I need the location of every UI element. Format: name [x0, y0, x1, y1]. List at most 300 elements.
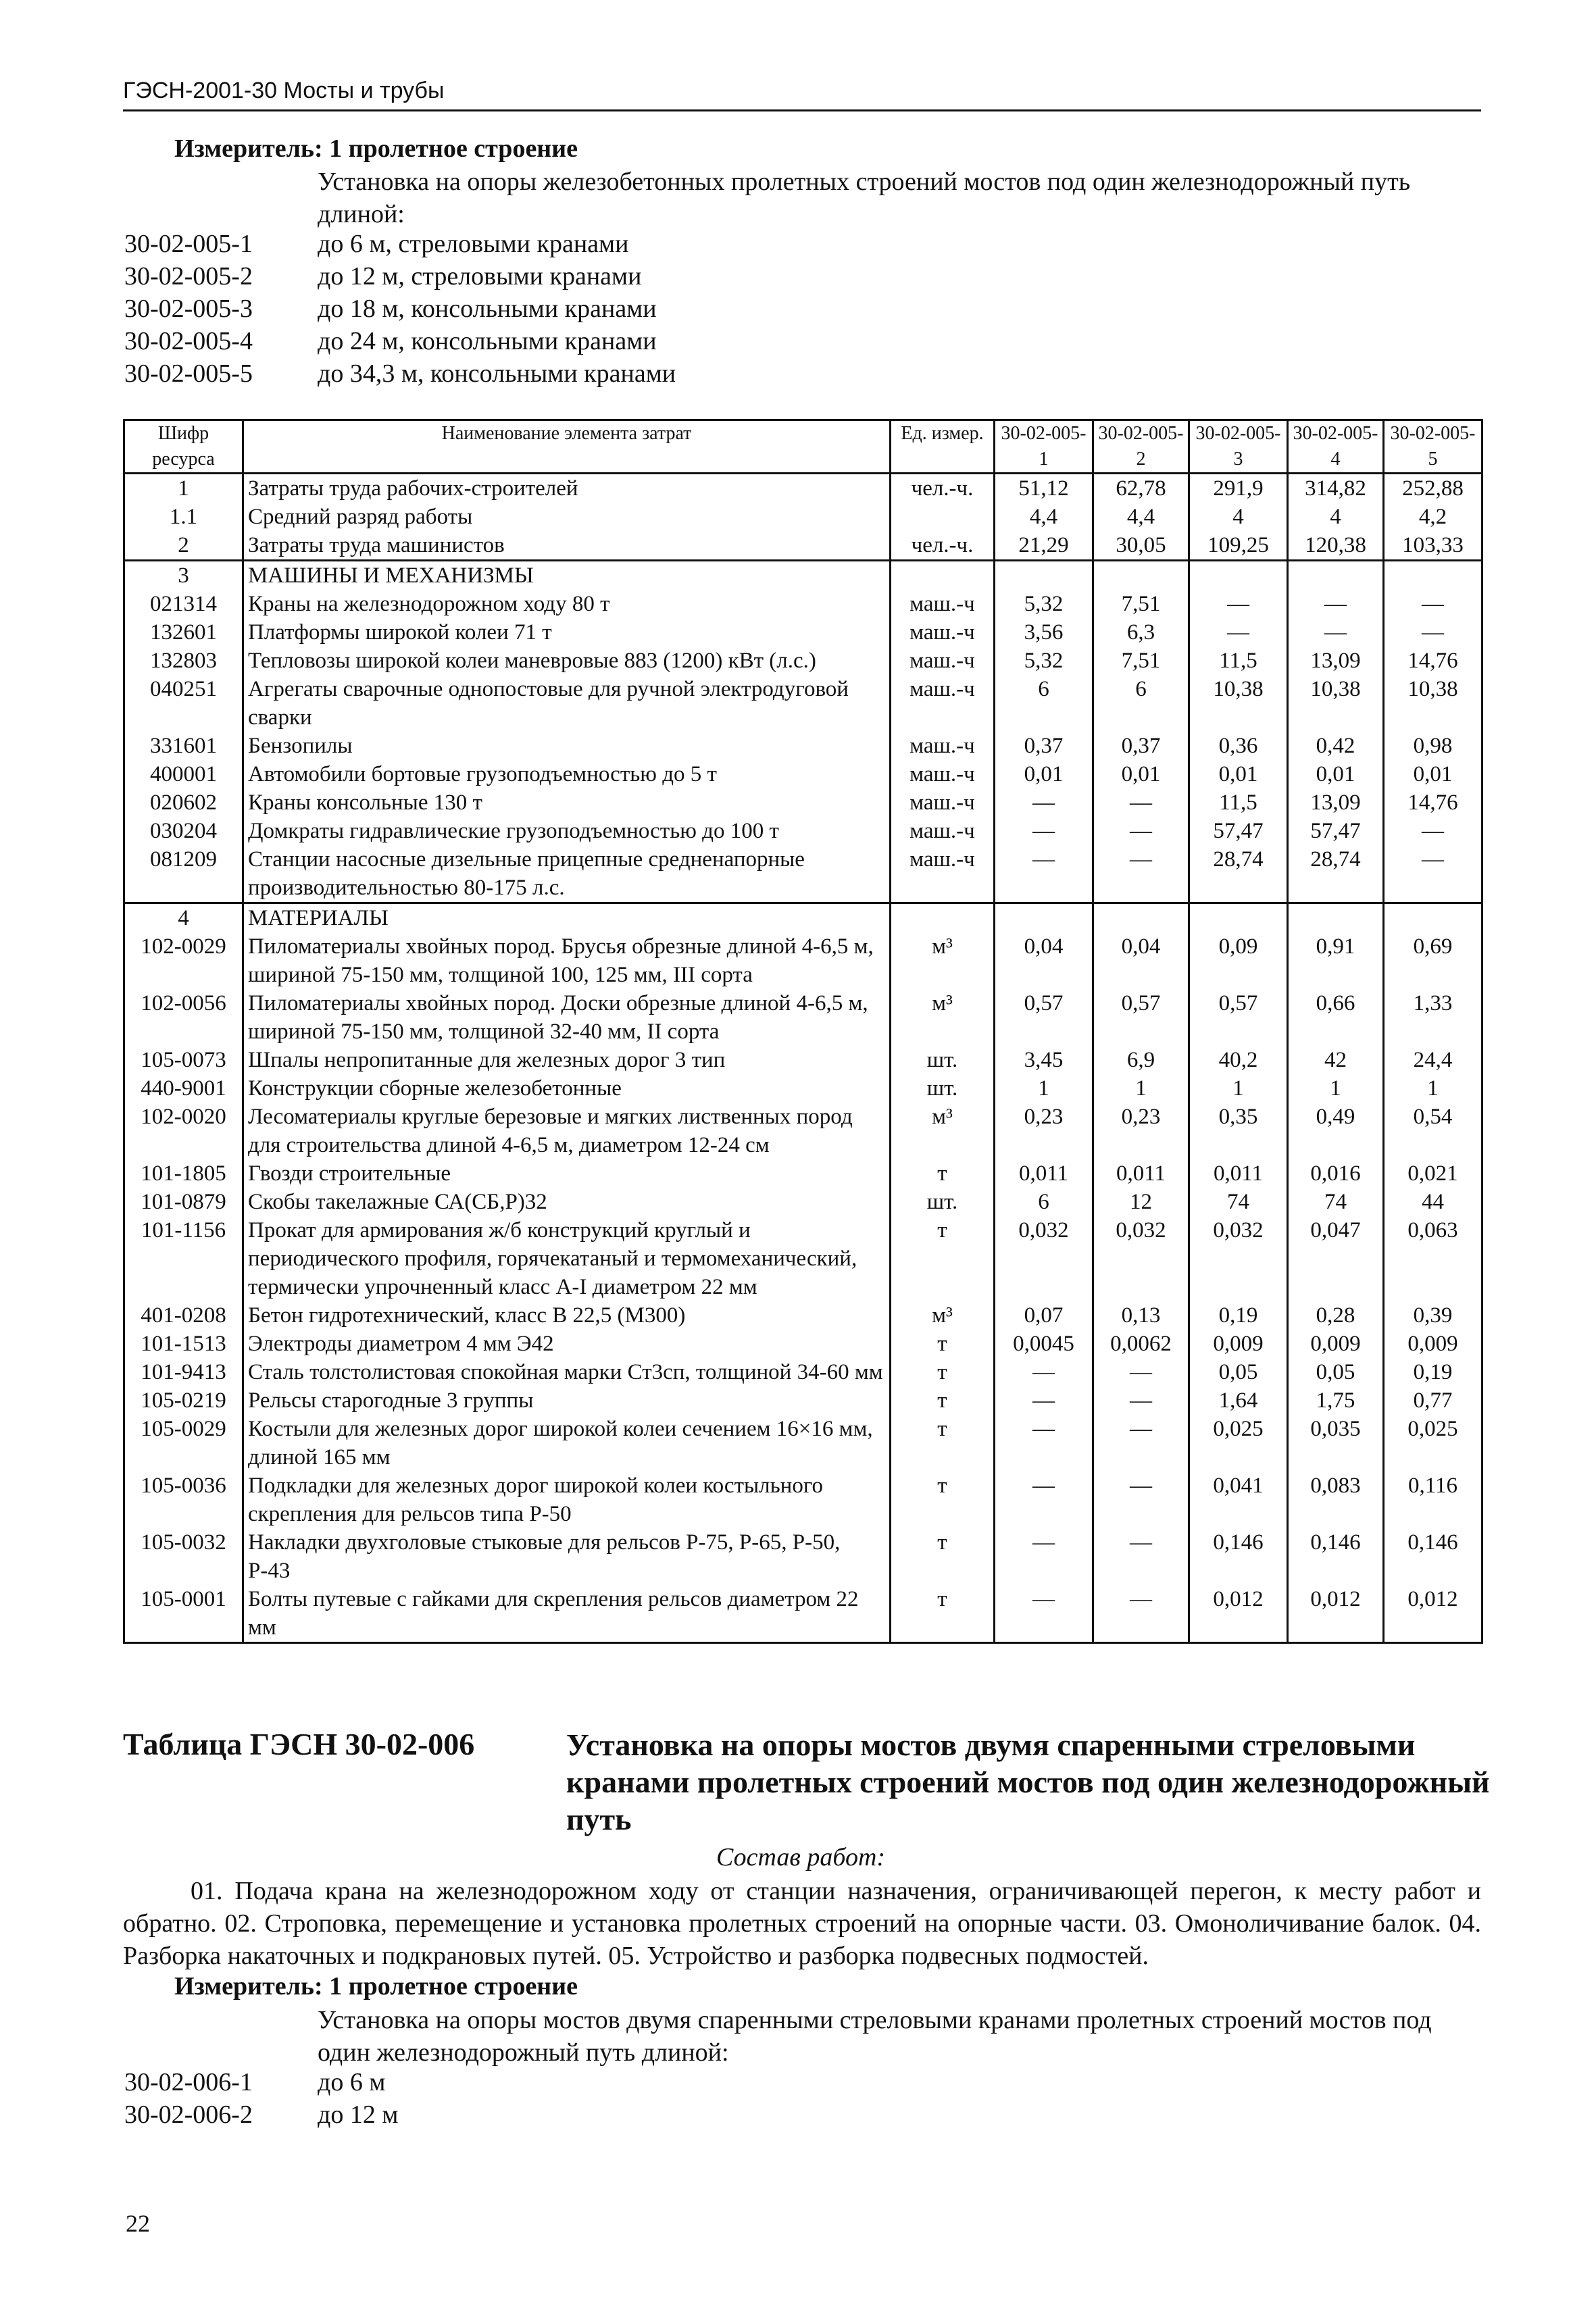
value-cell: 1	[995, 1074, 1093, 1103]
value-cell: —	[1093, 1585, 1189, 1643]
table-row	[124, 1528, 1482, 1585]
resource-code-cell: 132601	[124, 618, 243, 647]
value-cell: 0,146	[1384, 1528, 1482, 1585]
table-row	[124, 760, 1482, 788]
unit-cell: т	[891, 1415, 995, 1472]
col-header-value: 30-02-005-4	[1288, 420, 1384, 474]
table-row	[124, 1103, 1482, 1159]
value-cell: 5,32	[995, 590, 1093, 618]
resource-code-cell: 021314	[124, 590, 243, 618]
value-cell	[1093, 903, 1189, 933]
value-cell: 0,0062	[1093, 1330, 1189, 1358]
resource-code-cell: 105-0032	[124, 1528, 243, 1585]
value-cell: 0,39	[1384, 1301, 1482, 1330]
value-cell: 0,23	[1093, 1103, 1189, 1159]
item-text: до 6 м	[318, 2068, 386, 2096]
value-cell: 0,012	[1288, 1585, 1384, 1643]
item-text: до 12 м	[318, 2101, 399, 2129]
value-cell	[1384, 903, 1482, 933]
value-cell: 0,009	[1189, 1330, 1288, 1358]
resource-name-cell: Рельсы старогодные 3 группы	[243, 1386, 891, 1415]
unit-cell: м³	[891, 1103, 995, 1159]
unit-cell: т	[891, 1358, 995, 1386]
value-cell: 7,51	[1093, 590, 1189, 618]
value-cell: 0,05	[1189, 1358, 1288, 1386]
item-code: 30-02-005-1	[124, 230, 253, 258]
value-cell: 21,29	[995, 531, 1093, 561]
value-cell: 0,025	[1189, 1415, 1288, 1472]
value-cell: 0,91	[1288, 932, 1384, 989]
value-cell: 3,45	[995, 1046, 1093, 1074]
value-cell: 10,38	[1384, 675, 1482, 732]
value-cell: 1	[1384, 1074, 1482, 1103]
unit-cell	[891, 561, 995, 590]
unit-cell: маш.-ч	[891, 618, 995, 647]
unit-cell: шт.	[891, 1188, 995, 1216]
value-cell: 0,041	[1189, 1472, 1288, 1528]
resource-code-cell: 105-0219	[124, 1386, 243, 1415]
resource-code-cell: 101-1513	[124, 1330, 243, 1358]
resource-name-cell: Бетон гидротехнический, класс В 22,5 (М300)	[243, 1301, 891, 1330]
value-cell	[1093, 561, 1189, 590]
resource-code-cell: 101-1805	[124, 1159, 243, 1188]
value-cell: 0,009	[1288, 1330, 1384, 1358]
unit-cell: маш.-ч	[891, 760, 995, 788]
value-cell	[1288, 561, 1384, 590]
value-cell: 0,016	[1288, 1159, 1384, 1188]
resource-name-cell: Краны на железнодорожном ходу 80 т	[243, 590, 891, 618]
value-cell: 0,063	[1384, 1216, 1482, 1301]
resource-name-cell: Болты путевые с гайками для скрепления рельсов диаметром 22 мм	[243, 1585, 891, 1643]
value-cell: —	[995, 1358, 1093, 1386]
resource-code-cell: 020602	[124, 788, 243, 817]
item-text: до 34,3 м, консольными кранами	[318, 359, 676, 388]
value-cell: 0,011	[995, 1159, 1093, 1188]
value-cell: 10,38	[1189, 675, 1288, 732]
intro-text: Установка на опоры железобетонных пролетных строений мостов под один железнодорожный путь длиной:	[318, 168, 1411, 228]
value-cell: —	[1384, 590, 1482, 618]
value-cell: 0,37	[1093, 732, 1189, 760]
table-row	[124, 788, 1482, 817]
code-list-item	[124, 228, 1408, 260]
value-cell: 0,05	[1288, 1358, 1384, 1386]
resource-name-cell: Лесоматериалы круглые березовые и мягких лиственных пород для строительства длиной 4-6,5 м, диаметром 12-24 см	[243, 1103, 891, 1159]
item-text: до 6 м, стреловыми кранами	[318, 230, 629, 258]
col-header-unit: Ед. измер.	[891, 420, 995, 474]
item-code: 30-02-005-5	[124, 359, 253, 388]
unit-cell	[891, 503, 995, 531]
value-cell: —	[995, 1415, 1093, 1472]
unit-cell: т	[891, 1330, 995, 1358]
resource-code-cell: 1	[124, 474, 243, 503]
value-cell: —	[1093, 1472, 1189, 1528]
resource-code-cell: 400001	[124, 760, 243, 788]
resource-name-cell: Бензопилы	[243, 732, 891, 760]
value-cell: 0,047	[1288, 1216, 1384, 1301]
value-cell: 44	[1384, 1188, 1482, 1216]
resource-code-cell: 102-0029	[124, 932, 243, 989]
value-cell: —	[1384, 817, 1482, 845]
section-title-cell: МАШИНЫ И МЕХАНИЗМЫ	[243, 561, 891, 590]
resource-code-cell: 105-0001	[124, 1585, 243, 1643]
col-header-value: 30-02-005-2	[1093, 420, 1189, 474]
value-cell: 74	[1288, 1188, 1384, 1216]
resource-name-cell: Платформы широкой колеи 71 т	[243, 618, 891, 647]
value-cell: 1,33	[1384, 989, 1482, 1046]
value-cell: 5,32	[995, 647, 1093, 675]
value-cell: 0,36	[1189, 732, 1288, 760]
unit-cell: маш.-ч	[891, 788, 995, 817]
value-cell: 0,032	[1189, 1216, 1288, 1301]
measure-label-2: Измеритель: 1 пролетное строение	[174, 1972, 578, 2001]
value-cell: 4	[1288, 503, 1384, 531]
value-cell: 74	[1189, 1188, 1288, 1216]
value-cell: 0,23	[995, 1103, 1093, 1159]
item-code: 30-02-005-2	[124, 262, 253, 291]
value-cell: 0,021	[1384, 1159, 1482, 1188]
value-cell	[1288, 903, 1384, 933]
code-list-item	[124, 2066, 1408, 2098]
works-text: 01. Подача крана на железнодорожном ходу от станции назначения, ограничивающей перегон, к месту работ и обратно. 02. Строповка, перемещение и установка пролетных строений на опорные части. 03. Омоноличивание балок. 04. Разборка накаточных и подкрановых путей. 05. Устройство и разборка подвесных подмостей.	[123, 1877, 1481, 1970]
resource-name-cell: Тепловозы широкой колеи маневровые 883 (1200) кВт (л.с.)	[243, 647, 891, 675]
value-cell: 0,04	[995, 932, 1093, 989]
value-cell: 0,37	[995, 732, 1093, 760]
value-cell: —	[995, 788, 1093, 817]
unit-cell: маш.-ч	[891, 675, 995, 732]
value-cell: 0,011	[1189, 1159, 1288, 1188]
unit-cell: маш.-ч	[891, 845, 995, 903]
value-cell: 6,3	[1093, 618, 1189, 647]
table-row	[124, 1472, 1482, 1528]
value-cell: 252,88	[1384, 474, 1482, 503]
item-text: до 24 м, консольными кранами	[318, 327, 657, 355]
value-cell: 1	[1093, 1074, 1189, 1103]
table-label: Таблица ГЭСН 30-02-006	[123, 1727, 475, 1761]
value-cell: 0,77	[1384, 1386, 1482, 1415]
resource-code-cell: 3	[124, 561, 243, 590]
resource-name-cell: Пиломатериалы хвойных пород. Брусья обрезные длиной 4-6,5 м, шириной 75-150 мм, толщиной 100, 125 мм, III сорта	[243, 932, 891, 989]
resource-name-cell: Агрегаты сварочные однопостовые для ручной электродуговой сварки	[243, 675, 891, 732]
resource-code-cell: 081209	[124, 845, 243, 903]
value-cell: 103,33	[1384, 531, 1482, 561]
value-cell: 291,9	[1189, 474, 1288, 503]
value-cell: 4,4	[995, 503, 1093, 531]
value-cell: 0,025	[1384, 1415, 1482, 1472]
unit-cell: т	[891, 1528, 995, 1585]
col-header-value: 30-02-005-3	[1189, 420, 1288, 474]
resource-name-cell: Накладки двухголовые стыковые для рельсов Р-75, Р-65, Р-50, Р-43	[243, 1528, 891, 1585]
resource-name-cell: Затраты труда машинистов	[243, 531, 891, 561]
unit-cell: чел.-ч.	[891, 474, 995, 503]
value-cell: 0,116	[1384, 1472, 1482, 1528]
value-cell: 0,66	[1288, 989, 1384, 1046]
value-cell: —	[995, 1585, 1093, 1643]
value-cell: 120,38	[1288, 531, 1384, 561]
value-cell: 0,011	[1093, 1159, 1189, 1188]
resource-name-cell: Сталь толстолистовая спокойная марки Ст3сп, толщиной 34-60 мм	[243, 1358, 891, 1386]
table-row	[124, 1358, 1482, 1386]
resource-name-cell: Подкладки для железных дорог широкой колеи костыльного скрепления для рельсов типа Р-50	[243, 1472, 891, 1528]
value-cell: 6,9	[1093, 1046, 1189, 1074]
unit-cell: т	[891, 1472, 995, 1528]
value-cell: 0,146	[1189, 1528, 1288, 1585]
value-cell: 40,2	[1189, 1046, 1288, 1074]
resource-code-cell: 105-0029	[124, 1415, 243, 1472]
resource-name-cell: Электроды диаметром 4 мм Э42	[243, 1330, 891, 1358]
value-cell: 0,19	[1189, 1301, 1288, 1330]
value-cell: 11,5	[1189, 647, 1288, 675]
resource-code-cell: 440-9001	[124, 1074, 243, 1103]
value-cell: 13,09	[1288, 647, 1384, 675]
value-cell: 28,74	[1189, 845, 1288, 903]
value-cell: 0,69	[1384, 932, 1482, 989]
value-cell: 1	[1288, 1074, 1384, 1103]
value-cell: 14,76	[1384, 788, 1482, 817]
value-cell	[1189, 903, 1288, 933]
table-row	[124, 1415, 1482, 1472]
code-list-item	[124, 260, 1408, 293]
table-row	[124, 1074, 1482, 1103]
value-cell: 1,75	[1288, 1386, 1384, 1415]
value-cell: 0,28	[1288, 1301, 1384, 1330]
item-code: 30-02-006-2	[124, 2101, 253, 2129]
col-header-name: Наименование элемента затрат	[243, 420, 891, 474]
value-cell: 28,74	[1288, 845, 1384, 903]
item-code: 30-02-006-1	[124, 2068, 253, 2096]
resource-name-cell: Краны консольные 130 т	[243, 788, 891, 817]
item-text: до 12 м, стреловыми кранами	[318, 262, 642, 291]
intro-text-2: Установка на опоры мостов двумя спаренными стреловыми кранами пролетных строений мостов под один железнодорожный путь длиной:	[318, 2006, 1432, 2067]
unit-cell: маш.-ч	[891, 817, 995, 845]
value-cell: 0,35	[1189, 1103, 1288, 1159]
value-cell: 14,76	[1384, 647, 1482, 675]
resource-name-cell: Прокат для армирования ж/б конструкций круглый и периодического профиля, горячекатаный и термомеханический, термически упрочненный класс А-I диаметром 22 мм	[243, 1216, 891, 1301]
code-list-item	[124, 357, 1408, 390]
value-cell: 0,01	[995, 760, 1093, 788]
unit-cell: маш.-ч	[891, 590, 995, 618]
value-cell: 42	[1288, 1046, 1384, 1074]
value-cell: —	[1093, 788, 1189, 817]
value-cell: 24,4	[1384, 1046, 1482, 1074]
section-title-cell: МАТЕРИАЛЫ	[243, 903, 891, 933]
value-cell: 0,01	[1093, 760, 1189, 788]
resource-name-cell: Автомобили бортовые грузоподъемностью до 5 т	[243, 760, 891, 788]
value-cell: 7,51	[1093, 647, 1189, 675]
value-cell: —	[995, 817, 1093, 845]
table-row	[124, 1046, 1482, 1074]
value-cell	[1384, 561, 1482, 590]
value-cell: 4	[1189, 503, 1288, 531]
table-row	[124, 932, 1482, 989]
resource-name-cell: Средний разряд работы	[243, 503, 891, 531]
value-cell: 0,083	[1288, 1472, 1384, 1528]
value-cell: 12	[1093, 1188, 1189, 1216]
unit-cell	[891, 903, 995, 933]
resource-code-cell: 101-0879	[124, 1188, 243, 1216]
resource-name-cell: Костыли для железных дорог широкой колеи сечением 16×16 мм, длиной 165 мм	[243, 1415, 891, 1472]
table-row	[124, 1301, 1482, 1330]
item-code: 30-02-005-4	[124, 327, 253, 355]
value-cell: —	[1288, 590, 1384, 618]
value-cell: 57,47	[1189, 817, 1288, 845]
resource-code-cell: 040251	[124, 675, 243, 732]
value-cell: 109,25	[1189, 531, 1288, 561]
value-cell: 0,09	[1189, 932, 1288, 989]
table-row	[124, 647, 1482, 675]
value-cell: —	[1093, 1386, 1189, 1415]
value-cell: 0,012	[1189, 1585, 1288, 1643]
value-cell: 0,01	[1189, 760, 1288, 788]
col-header-code: Шифр ресурса	[124, 420, 243, 474]
code-list-item	[124, 2098, 1408, 2131]
resource-name-cell: Затраты труда рабочих-строителей	[243, 474, 891, 503]
resource-code-cell: 105-0036	[124, 1472, 243, 1528]
running-header: ГЭСН-2001-30 Мосты и трубы	[123, 76, 1481, 111]
value-cell: 0,032	[1093, 1216, 1189, 1301]
value-cell: 0,01	[1384, 760, 1482, 788]
table-section-row	[124, 903, 1482, 933]
resource-code-cell: 030204	[124, 817, 243, 845]
value-cell: —	[1093, 1528, 1189, 1585]
value-cell: —	[995, 845, 1093, 903]
value-cell: —	[1093, 817, 1189, 845]
value-cell: 51,12	[995, 474, 1093, 503]
value-cell: 0,54	[1384, 1103, 1482, 1159]
value-cell: 4,4	[1093, 503, 1189, 531]
resource-name-cell: Пиломатериалы хвойных пород. Доски обрезные длиной 4-6,5 м, шириной 75-150 мм, толщиной 32-40 мм, II сорта	[243, 989, 891, 1046]
value-cell: 0,13	[1093, 1301, 1189, 1330]
table-row	[124, 732, 1482, 760]
value-cell: 6	[995, 1188, 1093, 1216]
value-cell	[995, 903, 1093, 933]
table-row	[124, 503, 1482, 531]
code-list-2	[124, 2066, 1408, 2131]
value-cell: —	[1093, 1415, 1189, 1472]
value-cell: 0,146	[1288, 1528, 1384, 1585]
table-row	[124, 1159, 1482, 1188]
value-cell: 13,09	[1288, 788, 1384, 817]
resource-name-cell: Гвозди строительные	[243, 1159, 891, 1188]
unit-cell: т	[891, 1216, 995, 1301]
col-header-value: 30-02-005-5	[1384, 420, 1482, 474]
page-number: 22	[126, 2210, 150, 2237]
value-cell: 0,012	[1384, 1585, 1482, 1643]
value-cell: —	[1384, 618, 1482, 647]
value-cell: 1	[1189, 1074, 1288, 1103]
resource-code-cell: 101-9413	[124, 1358, 243, 1386]
table-row	[124, 1188, 1482, 1216]
unit-cell: маш.-ч	[891, 732, 995, 760]
table-row	[124, 618, 1482, 647]
resource-table	[123, 419, 1483, 1644]
resource-code-cell: 2	[124, 531, 243, 561]
value-cell: 30,05	[1093, 531, 1189, 561]
value-cell: —	[1093, 845, 1189, 903]
table-row	[124, 817, 1482, 845]
table-row	[124, 531, 1482, 561]
value-cell: 0,07	[995, 1301, 1093, 1330]
resource-code-cell: 401-0208	[124, 1301, 243, 1330]
value-cell	[1189, 561, 1288, 590]
code-list-item	[124, 293, 1408, 325]
unit-cell: м³	[891, 989, 995, 1046]
value-cell: 3,56	[995, 618, 1093, 647]
value-cell: 0,009	[1384, 1330, 1482, 1358]
value-cell: 0,01	[1288, 760, 1384, 788]
value-cell: 10,38	[1288, 675, 1384, 732]
resource-name-cell: Домкраты гидравлические грузоподъемностью до 100 т	[243, 817, 891, 845]
value-cell: 62,78	[1093, 474, 1189, 503]
value-cell: —	[1288, 618, 1384, 647]
value-cell: 0,04	[1093, 932, 1189, 989]
table-header-row	[124, 420, 1482, 474]
resource-code-cell: 102-0020	[124, 1103, 243, 1159]
value-cell: 6	[995, 675, 1093, 732]
resource-code-cell: 101-1156	[124, 1216, 243, 1301]
works-label: Состав работ:	[716, 1843, 886, 1871]
unit-cell: м³	[891, 1301, 995, 1330]
value-cell: 0,42	[1288, 732, 1384, 760]
resource-code-cell: 1.1	[124, 503, 243, 531]
table-section-row	[124, 561, 1482, 590]
resource-name-cell: Скобы такелажные СА(СБ,Р)32	[243, 1188, 891, 1216]
table-row	[124, 590, 1482, 618]
code-list	[124, 228, 1408, 390]
value-cell: 0,035	[1288, 1415, 1384, 1472]
value-cell: 0,49	[1288, 1103, 1384, 1159]
table-row	[124, 1216, 1482, 1301]
resource-code-cell: 102-0056	[124, 989, 243, 1046]
table-body	[124, 474, 1482, 1643]
col-header-value: 30-02-005-1	[995, 420, 1093, 474]
resource-code-cell: 105-0073	[124, 1046, 243, 1074]
value-cell: 57,47	[1288, 817, 1384, 845]
unit-cell: чел.-ч.	[891, 531, 995, 561]
value-cell: 0,57	[1093, 989, 1189, 1046]
value-cell: 6	[1093, 675, 1189, 732]
table-title: Установка на опоры мостов двумя спаренными стреловыми кранами пролетных строений мостов под один железнодорожный путь	[566, 1728, 1490, 1836]
value-cell: —	[1189, 590, 1288, 618]
value-cell: 0,032	[995, 1216, 1093, 1301]
table-row	[124, 845, 1482, 903]
unit-cell: м³	[891, 932, 995, 989]
unit-cell: т	[891, 1386, 995, 1415]
table-row	[124, 1585, 1482, 1643]
unit-cell: шт.	[891, 1046, 995, 1074]
table-row	[124, 1330, 1482, 1358]
table-row	[124, 1386, 1482, 1415]
value-cell: —	[1093, 1358, 1189, 1386]
unit-cell: т	[891, 1585, 995, 1643]
resource-code-cell: 132803	[124, 647, 243, 675]
resource-name-cell: Конструкции сборные железобетонные	[243, 1074, 891, 1103]
value-cell: —	[995, 1386, 1093, 1415]
value-cell: 0,57	[1189, 989, 1288, 1046]
value-cell	[995, 561, 1093, 590]
measure-label: Измеритель: 1 пролетное строение	[174, 134, 578, 163]
value-cell: 11,5	[1189, 788, 1288, 817]
resource-name-cell: Шпалы непропитанные для железных дорог 3 тип	[243, 1046, 891, 1074]
table-row	[124, 675, 1482, 732]
value-cell: 1,64	[1189, 1386, 1288, 1415]
value-cell: 0,98	[1384, 732, 1482, 760]
item-text: до 18 м, консольными кранами	[318, 295, 657, 323]
value-cell: 314,82	[1288, 474, 1384, 503]
resource-code-cell: 4	[124, 903, 243, 933]
value-cell: —	[1189, 618, 1288, 647]
code-list-item	[124, 325, 1408, 357]
table-row	[124, 989, 1482, 1046]
